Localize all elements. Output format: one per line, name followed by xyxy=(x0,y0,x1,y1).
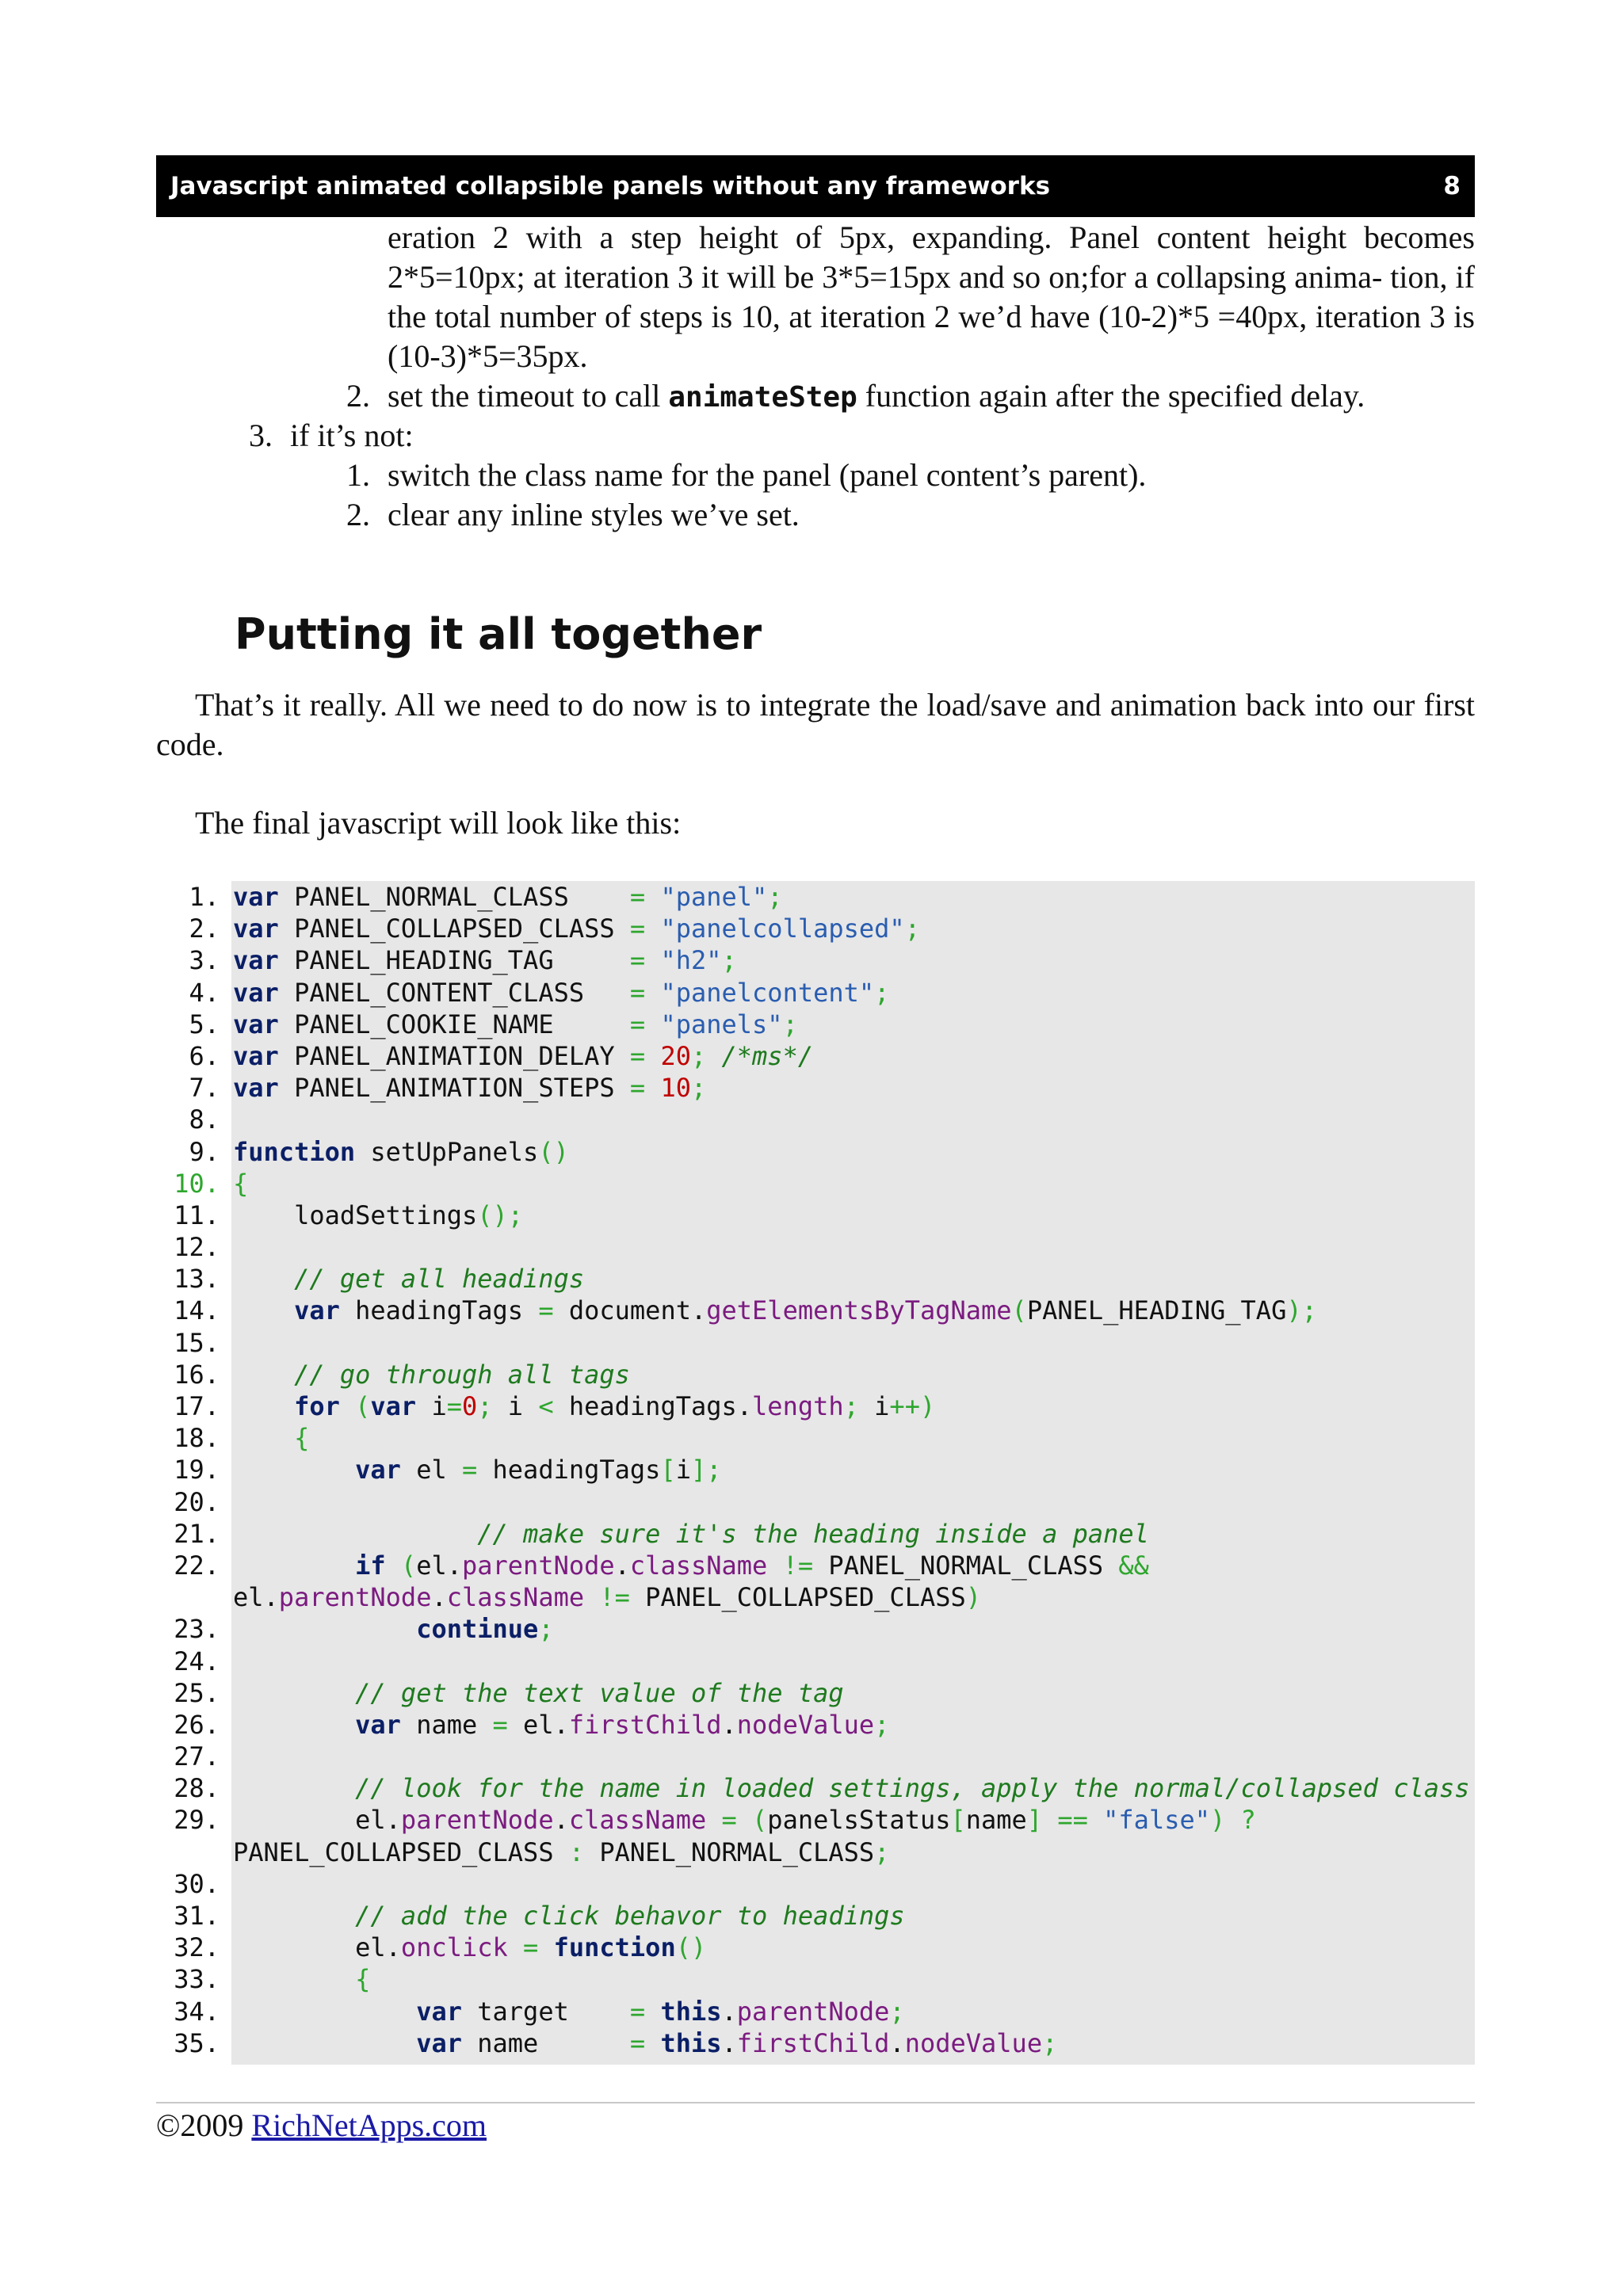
list-text: if it’s not: xyxy=(290,418,414,453)
continuation-paragraph xyxy=(388,218,1475,376)
code-line xyxy=(0,881,1475,913)
line-number: 13. xyxy=(174,1264,220,1295)
code-line xyxy=(0,1963,1475,1995)
line-number: 16. xyxy=(174,1359,220,1390)
list-item-not xyxy=(249,416,414,456)
code-line xyxy=(0,1168,1475,1199)
list-text: switch the class name for the panel (panel content’s parent). xyxy=(388,457,1147,493)
line-number: 27. xyxy=(174,1741,220,1772)
code-line xyxy=(0,1422,1475,1454)
code-line xyxy=(0,1900,1475,1932)
line-number: 15. xyxy=(174,1327,220,1358)
continuation-line: eration 2 with a step height of 5px, expanding. Panel content height becomes xyxy=(388,219,1475,255)
code-line xyxy=(0,1454,1475,1486)
line-number: 1. xyxy=(189,882,220,912)
code-text: // look for the name in loaded settings, apply the normal/collapsed class xyxy=(355,1773,1470,1804)
line-number: 26. xyxy=(174,1709,220,1740)
line-number: 11. xyxy=(174,1199,220,1230)
line-number: 30. xyxy=(174,1868,220,1899)
line-number: 12. xyxy=(174,1232,220,1263)
code-text: loadSettings(); xyxy=(233,1199,524,1230)
list-number: 2. xyxy=(346,497,370,532)
code-text: var PANEL_NORMAL_CLASS = "panel"; xyxy=(233,882,783,912)
code-line xyxy=(0,1359,1475,1390)
code-line xyxy=(0,1868,1475,1900)
code-line xyxy=(0,1199,1475,1231)
code-text: // go through all tags xyxy=(294,1359,630,1390)
code-text: var el = headingTags[i]; xyxy=(355,1455,722,1486)
code-text: // get all headings xyxy=(294,1264,585,1295)
list-text-post: function again after the specified delay. xyxy=(857,378,1365,414)
code-line xyxy=(0,1581,1475,1613)
code-text: { xyxy=(233,1168,249,1199)
line-number: 17. xyxy=(174,1391,220,1421)
code-listing xyxy=(0,881,1475,2059)
code-text: var headingTags = document.getElementsByTagName(PANEL_HEADING_TAG); xyxy=(294,1295,1317,1326)
intro-paragraph: That’s it really. All we need to do now is to integrate the load/save and animation back into our first code. xyxy=(156,687,1475,762)
list-item-switch-class xyxy=(346,456,1147,495)
code-line xyxy=(0,1327,1475,1359)
code-line xyxy=(0,1040,1475,1072)
code-text: var name = this.firstChild.nodeValue; xyxy=(416,2027,1058,2058)
line-number: 21. xyxy=(174,1518,220,1549)
line-number: 33. xyxy=(174,1964,220,1995)
line-number: 5. xyxy=(189,1009,220,1039)
code-text: var PANEL_CONTENT_CLASS = "panelcontent"; xyxy=(233,977,890,1008)
code-text: { xyxy=(294,1423,310,1454)
code-text: var PANEL_HEADING_TAG = "h2"; xyxy=(233,945,737,976)
inline-code-animatestep: animateStep xyxy=(668,381,857,414)
code-line xyxy=(0,1996,1475,2027)
footer-divider xyxy=(156,2102,1475,2103)
line-number: 7. xyxy=(189,1073,220,1104)
code-line xyxy=(0,1104,1475,1135)
line-number: 9. xyxy=(189,1136,220,1167)
code-line xyxy=(0,1741,1475,1772)
continuation-line: 2*5=10px; at iteration 3 it will be 3*5=15px and so on;for a collapsing anima- xyxy=(388,259,1383,295)
code-line xyxy=(0,1136,1475,1168)
code-line xyxy=(0,1518,1475,1550)
code-text: el.parentNode.className = (panelsStatus[name] == "false") ? xyxy=(233,1805,1256,1836)
code-text: { xyxy=(355,1964,371,1995)
line-number: 28. xyxy=(174,1773,220,1804)
code-line xyxy=(0,1263,1475,1295)
line-number: 24. xyxy=(174,1646,220,1676)
code-text: function setUpPanels() xyxy=(233,1136,569,1167)
code-text: for (var i=0; i < headingTags.length; i++) xyxy=(294,1391,936,1421)
line-number: 19. xyxy=(174,1455,220,1486)
code-text: // make sure it's the heading inside a panel xyxy=(477,1518,1149,1549)
code-text: var target = this.parentNode; xyxy=(416,1996,905,2027)
list-number: 2. xyxy=(346,378,370,414)
code-text: el.parentNode.className != PANEL_COLLAPSED_CLASS) xyxy=(233,1582,982,1613)
line-number: 31. xyxy=(174,1901,220,1931)
code-line xyxy=(0,1677,1475,1709)
code-line xyxy=(0,1772,1475,1804)
code-line xyxy=(0,1295,1475,1326)
line-number: 4. xyxy=(189,977,220,1008)
document-title: Javascript animated collapsible panels without any frameworks xyxy=(170,172,1051,200)
line-number: 6. xyxy=(189,1040,220,1071)
line-number: 32. xyxy=(174,1932,220,1963)
code-line xyxy=(0,944,1475,976)
code-line xyxy=(0,977,1475,1009)
page-footer xyxy=(156,2106,487,2145)
code-text: continue; xyxy=(416,1614,554,1645)
code-line xyxy=(0,1486,1475,1518)
line-number: 10. xyxy=(174,1168,220,1199)
code-text: var PANEL_COLLAPSED_CLASS = "panelcollapsed"; xyxy=(233,913,920,944)
list-number: 1. xyxy=(346,457,370,493)
code-text: // get the text value of the tag xyxy=(355,1677,844,1708)
line-number: 29. xyxy=(174,1805,220,1836)
code-text: PANEL_COLLAPSED_CLASS : PANEL_NORMAL_CLASS; xyxy=(233,1836,890,1867)
code-line xyxy=(0,1646,1475,1677)
continuation-line: iteration 3 is (10-3)*5=35px. xyxy=(388,299,1475,374)
code-line xyxy=(0,1836,1475,1868)
website-link[interactable]: RichNetApps.com xyxy=(251,2107,487,2143)
page-header xyxy=(156,155,1475,217)
line-number: 14. xyxy=(174,1295,220,1326)
code-line xyxy=(0,1550,1475,1581)
line-number: 35. xyxy=(174,2027,220,2058)
line-number: 22. xyxy=(174,1550,220,1581)
code-text: var PANEL_ANIMATION_STEPS = 10; xyxy=(233,1073,707,1104)
code-line xyxy=(0,2027,1475,2059)
line-number: 8. xyxy=(189,1104,220,1135)
code-line xyxy=(0,1613,1475,1645)
list-item-clear-styles xyxy=(346,495,800,535)
code-text: // add the click behavor to headings xyxy=(355,1901,905,1931)
code-line xyxy=(0,913,1475,944)
code-text: var name = el.firstChild.nodeValue; xyxy=(355,1709,890,1740)
continuation-line: tion, if the total number of steps is 10, at iteration 2 we’d have (10-2)*5 =40px, xyxy=(388,259,1475,334)
code-line xyxy=(0,1390,1475,1422)
code-text: var PANEL_COOKIE_NAME = "panels"; xyxy=(233,1009,798,1039)
code-line xyxy=(0,1932,1475,1963)
copyright-text: ©2009 xyxy=(156,2107,252,2143)
list-item-timeout xyxy=(346,376,1365,418)
code-line xyxy=(0,1072,1475,1104)
line-number: 20. xyxy=(174,1486,220,1517)
list-text: clear any inline styles we’ve set. xyxy=(388,497,800,532)
line-number: 25. xyxy=(174,1677,220,1708)
code-line xyxy=(0,1709,1475,1741)
code-lead-paragraph: The final javascript will look like this: xyxy=(195,805,682,841)
code-line xyxy=(0,1804,1475,1836)
section-heading: Putting it all together xyxy=(235,609,762,659)
page-number: 8 xyxy=(1443,172,1461,200)
code-line xyxy=(0,1009,1475,1040)
list-number: 3. xyxy=(249,418,273,453)
list-text-pre: set the timeout to call xyxy=(388,378,669,414)
line-number: 34. xyxy=(174,1996,220,2027)
code-text: if (el.parentNode.className != PANEL_NORMAL_CLASS && xyxy=(355,1550,1149,1581)
code-text: var PANEL_ANIMATION_DELAY = 20; /*ms*/ xyxy=(233,1040,814,1071)
line-number: 23. xyxy=(174,1614,220,1645)
code-text: el.onclick = function() xyxy=(233,1932,707,1963)
line-number: 18. xyxy=(174,1423,220,1454)
line-number: 2. xyxy=(189,913,220,944)
code-line xyxy=(0,1231,1475,1263)
line-number: 3. xyxy=(189,945,220,976)
